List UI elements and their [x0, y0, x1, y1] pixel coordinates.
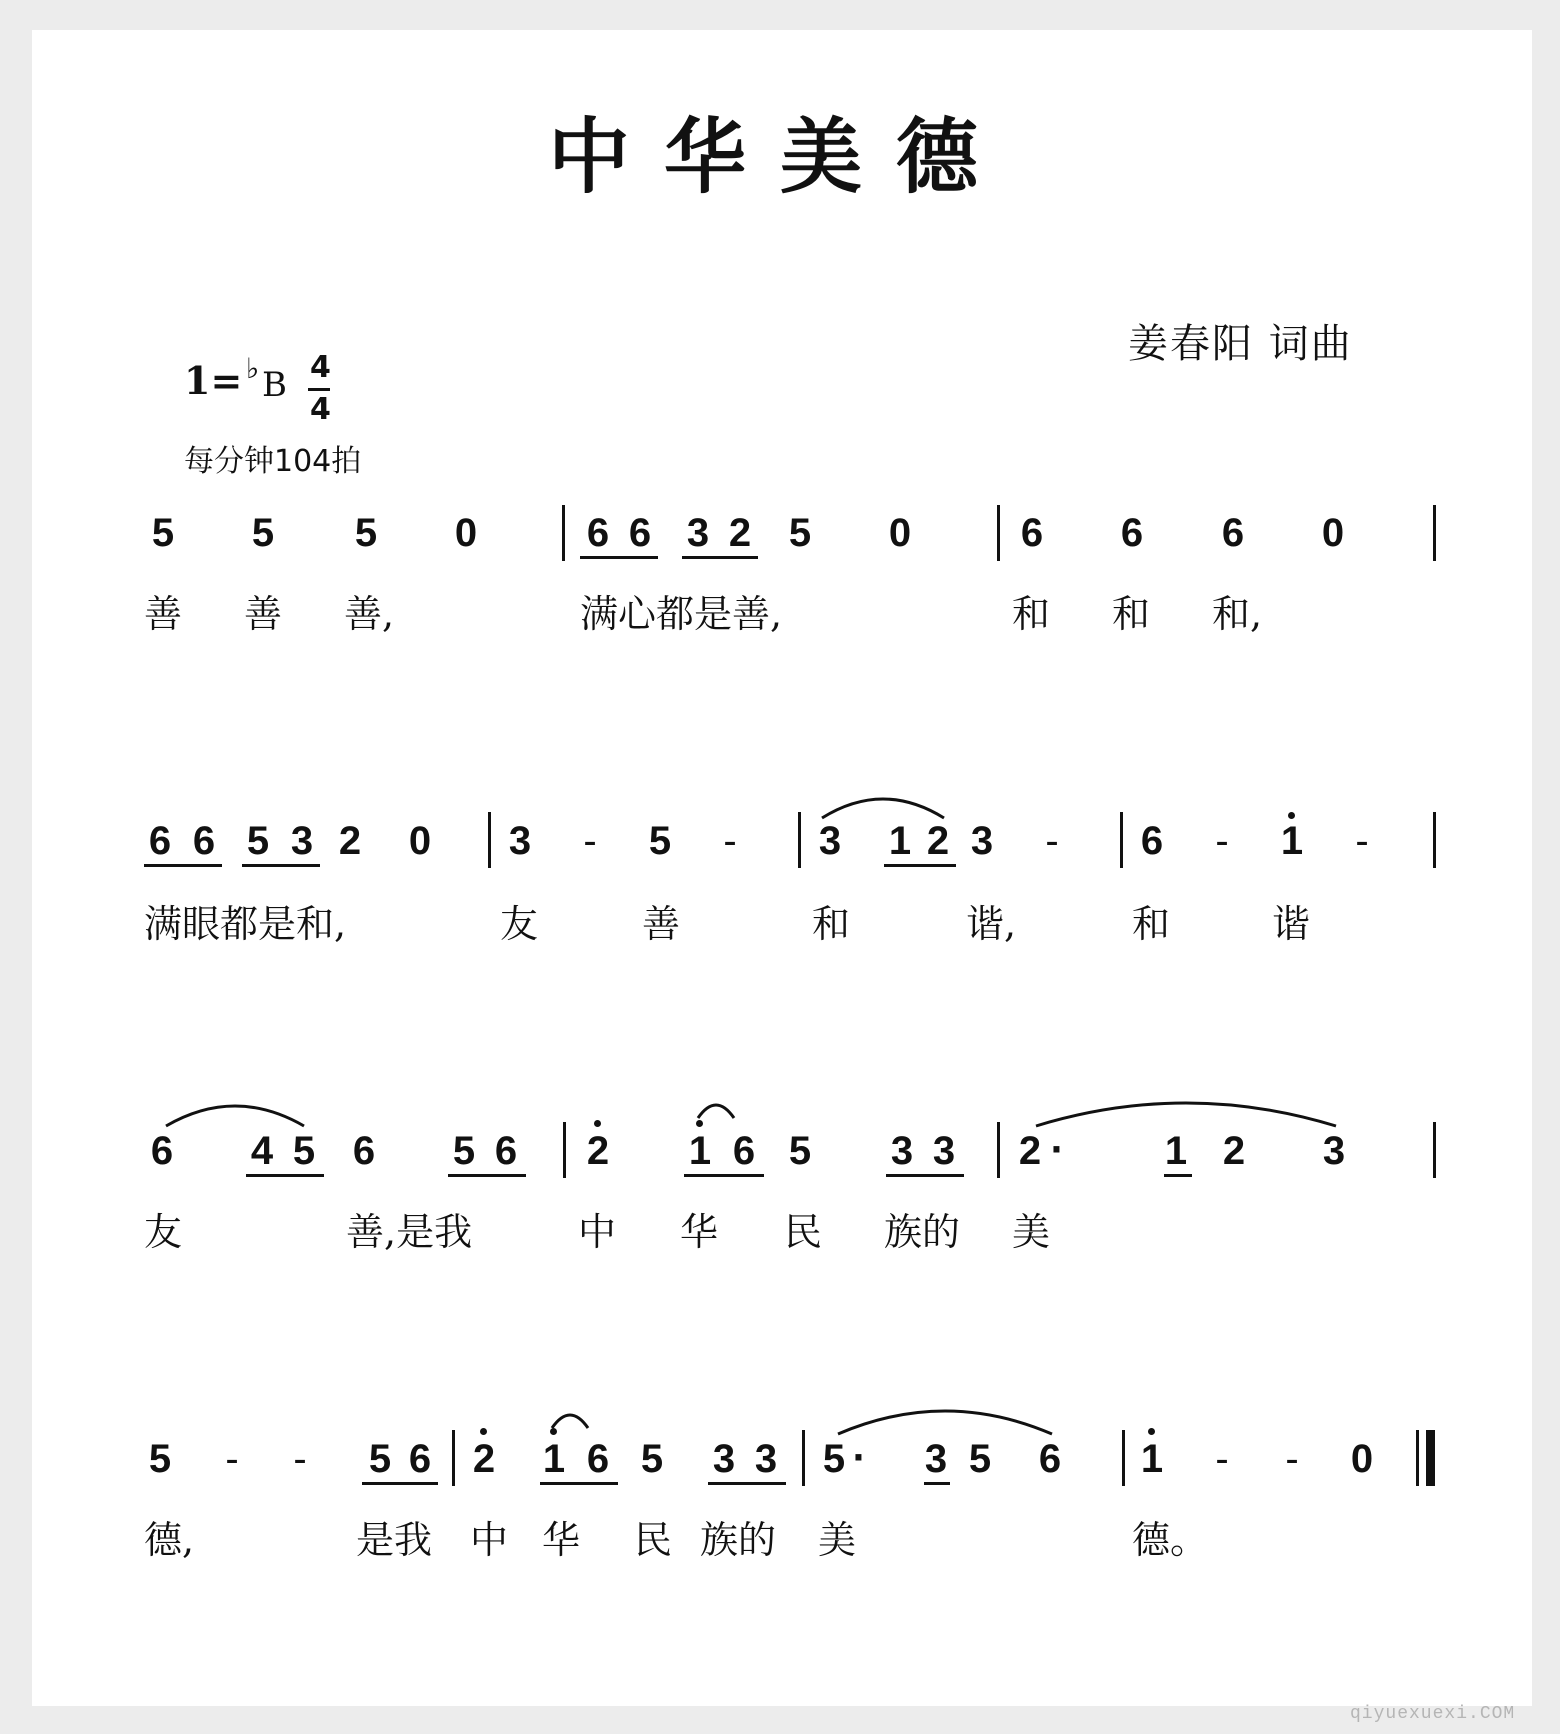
note: 5 [151, 511, 175, 555]
lyric: 和 [1132, 902, 1171, 946]
lyric: 善,是我 [346, 1210, 473, 1254]
bar-line [1433, 1122, 1436, 1178]
tempo-marking: 每分钟104拍 [184, 444, 362, 479]
note: 2 [1222, 1129, 1246, 1173]
time-signature-bottom: 4 [310, 392, 331, 427]
note: 6 [1140, 819, 1164, 863]
augmentation-dot: · [852, 1438, 865, 1478]
bar-line [802, 1430, 805, 1486]
note: 2 [338, 819, 362, 863]
note: 5 [246, 819, 270, 863]
lyric: 和, [1212, 592, 1263, 636]
final-bar-thick [1426, 1430, 1435, 1486]
note: 0 [454, 511, 478, 555]
note: 6 [192, 819, 216, 863]
lyric: 满心都是善, [580, 592, 783, 636]
note: 6 [1221, 511, 1245, 555]
note: 5 [788, 511, 812, 555]
note: 5 [354, 511, 378, 555]
lyric: 谐, [966, 902, 1017, 946]
beam-underline [886, 1174, 964, 1177]
note: 5 [251, 511, 275, 555]
tie-arc [818, 790, 948, 820]
note-dash: - [1045, 819, 1059, 863]
bar-line [798, 812, 801, 868]
note: 3 [890, 1129, 914, 1173]
key-note: B [262, 365, 287, 405]
lyric: 德。 [1132, 1518, 1209, 1562]
note-high: 2 [586, 1129, 610, 1173]
augmentation-dot: · [1050, 1130, 1063, 1170]
note-dash: - [225, 1437, 239, 1481]
tie-arc [162, 1096, 308, 1128]
lyric: 善 [244, 592, 283, 636]
note: 5 [968, 1437, 992, 1481]
note: 3 [932, 1129, 956, 1173]
beam-underline [362, 1482, 438, 1485]
beam-underline [540, 1482, 618, 1485]
bar-line [997, 505, 1000, 561]
note: 6 [150, 1129, 174, 1173]
note: 0 [1321, 511, 1345, 555]
bar-line [997, 1122, 1000, 1178]
beam-underline [242, 864, 320, 867]
beam-underline [684, 1174, 764, 1177]
note: 1 [1164, 1129, 1188, 1173]
lyric: 善 [144, 592, 183, 636]
site-watermark: qiyuexuexi.COM [1350, 1704, 1516, 1724]
note-dash: - [583, 819, 597, 863]
lyric: 和 [812, 902, 851, 946]
lyric: 和 [1012, 592, 1051, 636]
beam-underline [144, 864, 222, 867]
note: 6 [1120, 511, 1144, 555]
note: 6 [1020, 511, 1044, 555]
high-octave-dot [480, 1428, 487, 1435]
lyric: 民 [634, 1518, 673, 1562]
beam-underline [580, 556, 658, 559]
bar-line [1122, 1430, 1125, 1486]
note: 0 [888, 511, 912, 555]
bar-line [562, 505, 565, 561]
note-high: 1 [1280, 819, 1304, 863]
note: 3 [970, 819, 994, 863]
note: 5 [148, 1437, 172, 1481]
lyric: 和 [1112, 592, 1151, 636]
song-title: 中华美德 [547, 109, 1012, 205]
lyric: 华 [680, 1210, 719, 1254]
tie-arc [548, 1406, 592, 1430]
beam-underline [924, 1482, 950, 1485]
note: 6 [148, 819, 172, 863]
note: 4 [250, 1129, 274, 1173]
high-octave-dot [594, 1120, 601, 1127]
note-high: 2 [472, 1437, 496, 1481]
note-dash: - [293, 1437, 307, 1481]
note: 5 [368, 1437, 392, 1481]
key-prefix: 1= [184, 358, 243, 403]
note: 3 [290, 819, 314, 863]
note: 6 [586, 511, 610, 555]
note-dash: - [1215, 1437, 1229, 1481]
high-octave-dot [696, 1120, 703, 1127]
note-dash: - [1285, 1437, 1299, 1481]
note: 6 [1038, 1437, 1062, 1481]
beam-underline [448, 1174, 526, 1177]
bar-line [563, 1122, 566, 1178]
note: 2 [728, 511, 752, 555]
lyric: 善, [344, 592, 395, 636]
lyric: 是我 [356, 1518, 433, 1562]
note: 3 [712, 1437, 736, 1481]
note: 6 [628, 511, 652, 555]
note: 5 [648, 819, 672, 863]
note-dash: - [1215, 819, 1229, 863]
note: 6 [494, 1129, 518, 1173]
note: 3 [754, 1437, 778, 1481]
lyric: 谐 [1272, 902, 1311, 946]
tie-arc [694, 1096, 738, 1120]
beam-underline [246, 1174, 324, 1177]
lyric: 族的 [884, 1210, 961, 1254]
bar-line [1433, 505, 1436, 561]
high-octave-dot [1288, 812, 1295, 819]
note: 6 [352, 1129, 376, 1173]
beam-underline [682, 556, 758, 559]
note: 2 [926, 819, 950, 863]
note-dash: - [1355, 819, 1369, 863]
bar-line [1120, 812, 1123, 868]
note: 1 [888, 819, 912, 863]
note-high: 1 [688, 1129, 712, 1173]
note: 3 [686, 511, 710, 555]
lyric: 民 [784, 1210, 823, 1254]
beam-underline [1164, 1174, 1192, 1177]
lyric: 善 [642, 902, 681, 946]
lyric: 族的 [700, 1518, 777, 1562]
beam-underline [708, 1482, 786, 1485]
note: 3 [924, 1437, 948, 1481]
time-signature-line [308, 388, 330, 391]
lyric: 满眼都是和, [144, 902, 347, 946]
note: 6 [586, 1437, 610, 1481]
note-high: 1 [1140, 1437, 1164, 1481]
time-signature-top: 4 [310, 350, 331, 385]
note: 3 [1322, 1129, 1346, 1173]
note: 2 [1018, 1129, 1042, 1173]
lyric: 友 [144, 1210, 183, 1254]
note: 3 [508, 819, 532, 863]
note: 6 [732, 1129, 756, 1173]
note-high: 1 [542, 1437, 566, 1481]
note: 0 [1350, 1437, 1374, 1481]
lyric: 友 [500, 902, 539, 946]
tie-arc [1032, 1094, 1340, 1128]
note: 0 [408, 819, 432, 863]
bar-line [488, 812, 491, 868]
bar-line [1433, 812, 1436, 868]
note-dash: - [723, 819, 737, 863]
lyric: 德, [144, 1518, 195, 1562]
note: 6 [408, 1437, 432, 1481]
final-bar-thin [1416, 1430, 1419, 1486]
beam-underline [884, 864, 956, 867]
composer-credit: 姜春阳 词曲 [1128, 321, 1353, 367]
lyric: 中 [470, 1518, 509, 1562]
note: 3 [818, 819, 842, 863]
note: 5 [822, 1437, 846, 1481]
bar-line [452, 1430, 455, 1486]
lyric: 美 [1012, 1210, 1051, 1254]
high-octave-dot [1148, 1428, 1155, 1435]
tie-arc [834, 1402, 1056, 1436]
lyric: 华 [542, 1518, 581, 1562]
flat-sign: ♭ [246, 352, 260, 385]
lyric: 美 [818, 1518, 857, 1562]
note: 5 [292, 1129, 316, 1173]
note: 5 [788, 1129, 812, 1173]
note: 5 [452, 1129, 476, 1173]
note: 5 [640, 1437, 664, 1481]
lyric: 中 [578, 1210, 617, 1254]
